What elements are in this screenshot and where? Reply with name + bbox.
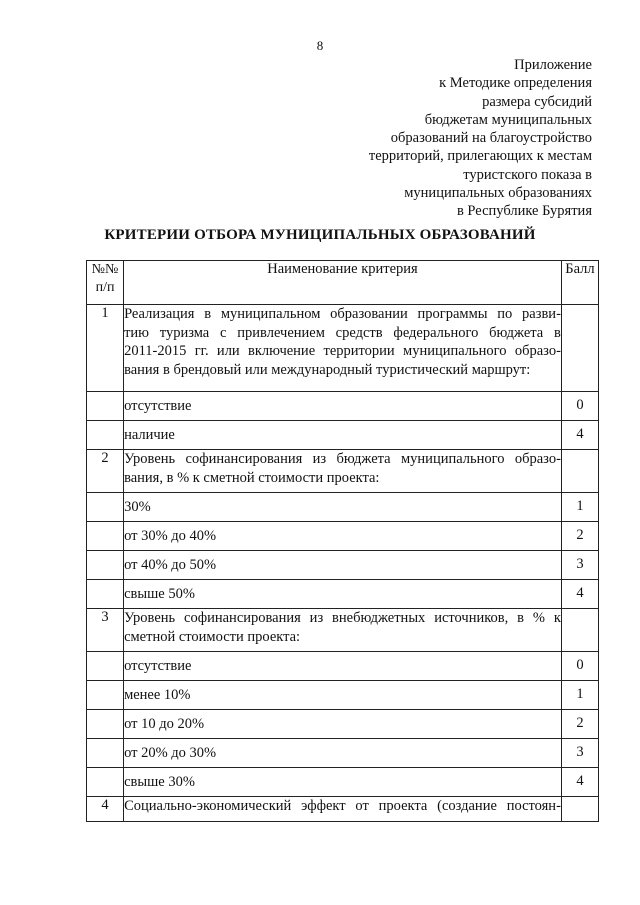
criterion-line: вания в брендовый или международный туристический маршрут: [124, 361, 531, 378]
criterion-row [87, 609, 599, 652]
criterion-row [87, 305, 599, 392]
criterion-line: 2011-2015 гг. или включение территории муниципального образо- [124, 343, 561, 359]
option-label: менее 10% [124, 681, 562, 710]
criterion-text [124, 797, 562, 822]
option-score: 4 [561, 580, 598, 609]
criterion-line: сметной стоимости проекта: [124, 628, 301, 645]
criterion-text [124, 609, 562, 652]
header-score: Балл [561, 261, 598, 305]
option-row [87, 652, 599, 681]
criterion-text [124, 450, 562, 493]
criterion-score [561, 797, 598, 822]
option-row [87, 392, 599, 421]
criterion-line: вания, в % к сметной стоимости проекта: [124, 469, 380, 486]
option-row [87, 580, 599, 609]
option-number [87, 681, 124, 710]
criterion-number: 2 [87, 450, 124, 493]
option-score: 2 [561, 522, 598, 551]
header-number [87, 261, 124, 305]
option-label: отсутствие [124, 652, 562, 681]
appendix-line: бюджетам муниципальных [424, 111, 592, 128]
appendix-line: туристского показа в [463, 166, 592, 183]
option-row [87, 493, 599, 522]
option-number [87, 768, 124, 797]
appendix-line: размера субсидий [482, 93, 592, 110]
option-number [87, 580, 124, 609]
criterion-score [561, 609, 598, 652]
appendix-line: территорий, прилегающих к местам [368, 148, 592, 165]
option-row [87, 421, 599, 450]
criterion-line: тию туризма с привлечением средств федерального бюджета в [124, 324, 561, 341]
option-number [87, 652, 124, 681]
option-row [87, 768, 599, 797]
option-score: 1 [561, 493, 598, 522]
appendix-line: в Республике Бурятия [456, 203, 592, 220]
option-number [87, 421, 124, 450]
appendix-line: образований на благоустройство [390, 130, 592, 147]
option-score: 0 [561, 652, 598, 681]
header-criterion-name: Наименование критерия [124, 261, 562, 305]
appendix-line: к Методике определения [439, 75, 592, 92]
criterion-line: Уровень софинансирования из бюджета муниципального образо- [124, 451, 561, 467]
option-score: 3 [561, 551, 598, 580]
option-label: 30% [124, 493, 562, 522]
option-row [87, 551, 599, 580]
appendix-line: Приложение [514, 57, 592, 73]
page-number: 8 [316, 38, 324, 53]
option-row [87, 681, 599, 710]
criterion-score [561, 305, 598, 392]
header-number-line1: №№ [91, 262, 119, 277]
option-label: отсутствие [124, 392, 562, 421]
criterion-text [124, 305, 562, 392]
option-number [87, 551, 124, 580]
header-number-line2: п/п [95, 280, 115, 295]
appendix-line: муниципальных образованиях [404, 185, 592, 202]
option-label: от 10 до 20% [124, 710, 562, 739]
criterion-score [561, 450, 598, 493]
option-score: 2 [561, 710, 598, 739]
option-label: свыше 30% [124, 768, 562, 797]
option-number [87, 493, 124, 522]
criterion-number: 1 [87, 305, 124, 392]
option-row [87, 710, 599, 739]
criterion-line: Уровень софинансирования из внебюджетных источников, в % к [124, 610, 561, 626]
criterion-row [87, 797, 599, 822]
criterion-row [87, 450, 599, 493]
appendix-block [300, 56, 592, 221]
criteria-table [86, 260, 599, 822]
option-row [87, 739, 599, 768]
option-label: свыше 50% [124, 580, 562, 609]
table-header-row [87, 261, 599, 305]
option-label: от 40% до 50% [124, 551, 562, 580]
option-number [87, 392, 124, 421]
criterion-line: Социально-экономический эффект от проекта (создание постоян- [124, 798, 561, 814]
criterion-number: 4 [87, 797, 124, 822]
option-score: 1 [561, 681, 598, 710]
option-number [87, 522, 124, 551]
criterion-number: 3 [87, 609, 124, 652]
option-label: от 20% до 30% [124, 739, 562, 768]
option-number [87, 710, 124, 739]
option-label: от 30% до 40% [124, 522, 562, 551]
document-title: КРИТЕРИИ ОТБОРА МУНИЦИПАЛЬНЫХ ОБРАЗОВАНИЙ [104, 227, 536, 243]
option-label: наличие [124, 421, 562, 450]
option-score: 4 [561, 421, 598, 450]
option-score: 3 [561, 739, 598, 768]
option-score: 4 [561, 768, 598, 797]
option-score: 0 [561, 392, 598, 421]
option-number [87, 739, 124, 768]
option-row [87, 522, 599, 551]
criterion-line: Реализация в муниципальном образовании программы по разви- [124, 306, 561, 322]
